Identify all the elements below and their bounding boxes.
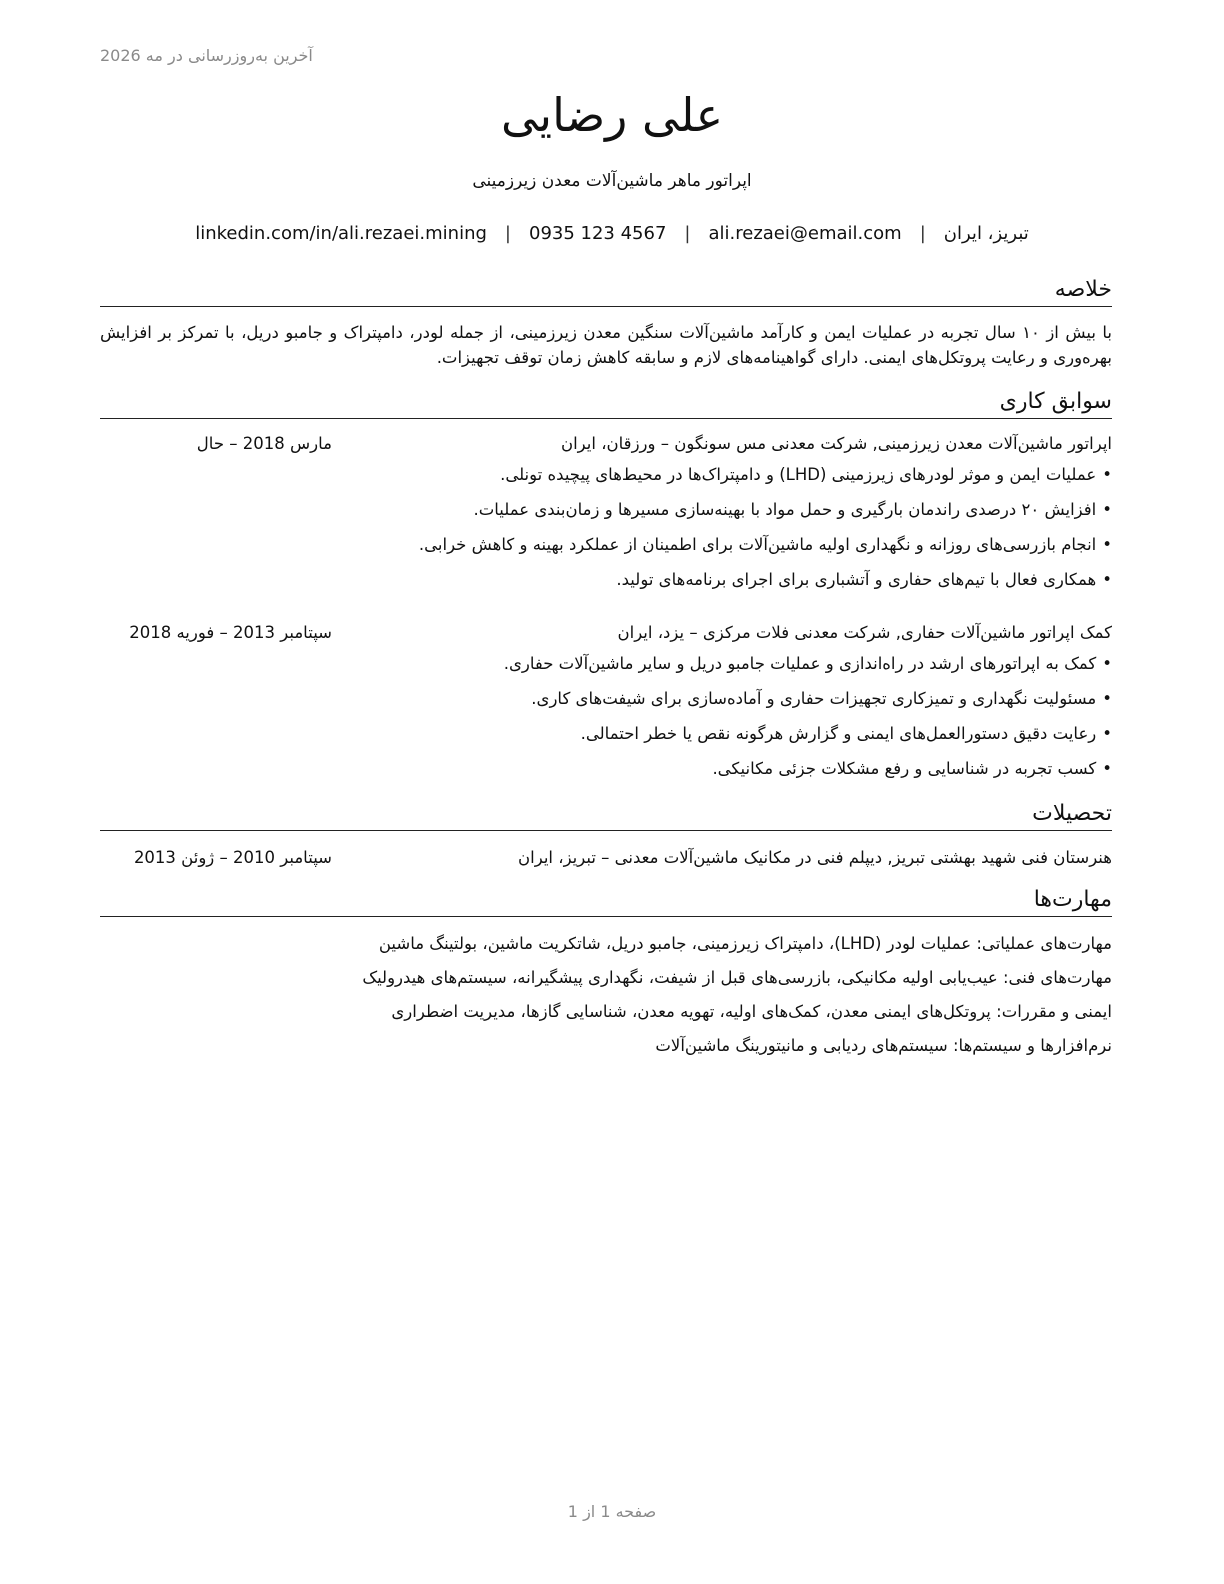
job-dates: مارس 2018 – حال [196,434,332,453]
job-bullet-text: کسب تجربه در شناسایی و رفع مشکلات جزئی مکانیکی. [712,759,1097,778]
job-header [100,621,1112,645]
skill-line: نرم‌افزارها و سیستم‌ها: سیستم‌های ردیابی و مانیتورینگ ماشین‌آلات [655,1036,1112,1055]
bullet-glyph: • [1102,535,1112,554]
bullet-glyph: • [1102,570,1112,589]
contact-separator: | [919,223,926,244]
contact-separator: | [684,223,691,244]
contact-phone[interactable]: 0935 123 4567 [529,223,667,244]
job-dates: سپتامبر 2013 – فوریه 2018 [129,623,332,642]
job-bullet [100,687,1112,711]
education-entry [100,846,1112,870]
job-bullet-text: کمک به اپراتورهای ارشد در راه‌اندازی و عملیات جامبو دریل و سایر ماشین‌آلات حفاری. [503,654,1097,673]
job-bullet [100,652,1112,676]
section-title-experience: سوابق کاری [100,388,1112,419]
skill-line: مهارت‌های عملیاتی: عملیات لودر (LHD)، دامپتراک زیرزمینی، جامبو دریل، شاتکریت ماشین، بولتینگ ماشین [378,934,1112,953]
skill-line: ایمنی و مقررات: پروتکل‌های ایمنی معدن، کمک‌های اولیه، تهویه معدن، شناسایی گازها، مدیریت اضطراری [391,1002,1112,1021]
bullet-glyph: • [1102,465,1112,484]
bullet-glyph: • [1102,500,1112,519]
job-bullet [100,568,1112,592]
summary-text: با بیش از ۱۰ سال تجربه در عملیات ایمن و کارآمد ماشین‌آلات سنگین معدن زیرزمینی، از جمله لودر، دامپتراک و جامبو دریل، با تمرکز بر افزایش بهره‌وری و رعایت پروتکل‌های ایمنی. دارای گواهینامه‌های لازم و سابقه کاهش زمان توقف تجهیزات. [100,323,1113,367]
bullet-glyph: • [1102,689,1112,708]
education-dates: سپتامبر 2010 – ژوئن 2013 [133,848,332,867]
page-number: صفحه 1 از 1 [567,1502,657,1521]
job-header [100,432,1112,456]
contact-linkedin[interactable]: linkedin.com/in/ali.rezaei.mining [195,223,487,244]
job-bullet-text: افزایش ۲۰ درصدی راندمان بارگیری و حمل مواد با بهینه‌سازی مسیرها و زمان‌بندی عملیات. [473,500,1097,519]
job-bullet [100,498,1112,522]
job-bullet-text: عملیات ایمن و موثر لودرهای زیرزمینی (LHD) و دامپتراک‌ها در محیط‌های پیچیده تونلی. [500,465,1097,484]
section-title-summary: خلاصه [100,276,1112,307]
bullet-glyph: • [1102,724,1112,743]
section-title-skills: مهارت‌ها [100,886,1112,917]
last-updated-note: آخرین به‌روزرسانی در مه 2026 [100,46,313,65]
contact-email[interactable]: ali.rezaei@email.com [708,223,902,244]
bullet-glyph: • [1102,759,1112,778]
job-bullet-text: انجام بازرسی‌های روزانه و نگهداری اولیه ماشین‌آلات برای اطمینان از عملکرد بهینه و کاهش خرابی. [418,535,1097,554]
job-bullet-text: رعایت دقیق دستورالعمل‌های ایمنی و گزارش هرگونه نقص یا خطر احتمالی. [580,724,1097,743]
job-bullet-text: مسئولیت نگهداری و تمیزکاری تجهیزات حفاری و آماده‌سازی برای شیفت‌های کاری. [531,689,1097,708]
education-heading: هنرستان فنی شهید بهشتی تبریز, دیپلم فنی در مکانیک ماشین‌آلات معدنی – تبریز، ایران [518,848,1112,867]
job-bullet [100,463,1112,487]
job-title-company: کمک اپراتور ماشین‌آلات حفاری, شرکت معدنی فلات مرکزی – یزد، ایران [617,623,1112,642]
section-title-education: تحصیلات [100,800,1112,831]
job-bullet [100,533,1112,557]
job-title-company: اپراتور ماشین‌آلات معدن زیرزمینی, شرکت معدنی مس سونگون – ورزقان، ایران [560,434,1112,453]
job-bullet [100,722,1112,746]
bullet-glyph: • [1102,654,1112,673]
candidate-name: علی رضایی [500,88,724,142]
contact-separator: | [504,223,511,244]
job-bullet-text: همکاری فعال با تیم‌های حفاری و آتشباری برای اجرای برنامه‌های تولید. [616,570,1097,589]
contact-location: تبریز، ایران [943,223,1029,244]
skill-line: مهارت‌های فنی: عیب‌یابی اولیه مکانیکی، بازرسی‌های قبل از شیفت، نگهداری پیشگیرانه، سیستم‌های هیدرولیک [362,968,1112,987]
job-bullet [100,757,1112,781]
contact-line [0,223,1224,244]
candidate-tagline: اپراتور ماهر ماشین‌آلات معدن زیرزمینی [472,171,752,191]
